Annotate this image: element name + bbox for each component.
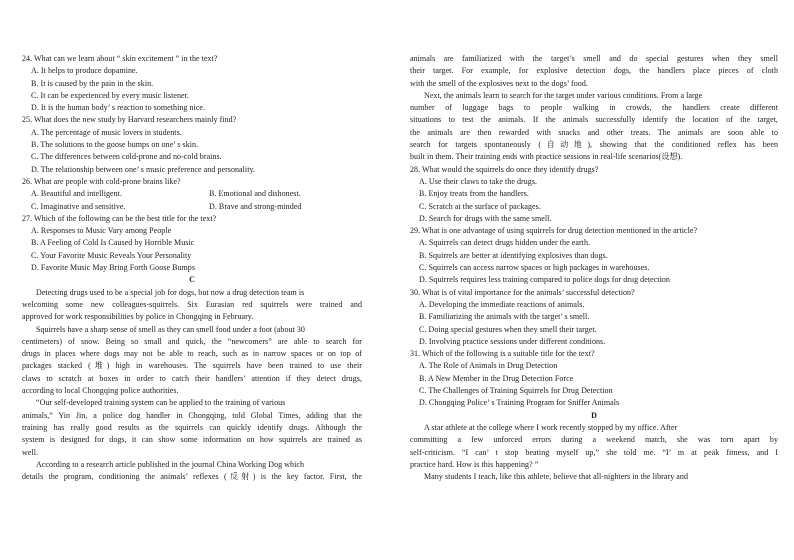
question-stem: 29. What is one advantage of using squirrels for drug detection mentioned in the article?	[410, 226, 698, 236]
paragraph-line: well.	[22, 447, 39, 457]
question-stem: 25. What does the new study by Harvard researchers mainly find?	[22, 115, 237, 125]
paragraph-line: Squirrels have a sharp sense of smell as they can smell food under a foot (about 30	[36, 324, 305, 334]
paragraph-line: according to local Chongqing police authorities.	[22, 386, 179, 396]
option-text: A. The percentage of music lovers in students.	[31, 127, 182, 137]
question-stem: 28. What would the squirrels do once they identify drugs?	[410, 164, 599, 174]
option-text: B. Enjoy treats from the handlers.	[419, 189, 529, 199]
paragraph-line: Many students I teach, like this athlete, believe that all-nighters in the library and	[424, 472, 688, 482]
paragraph-line: centimeters) of snow. Being so small and quick, the “newcomers” are able to search for	[22, 336, 362, 346]
paragraph-line: Next, the animals learn to search for the target under various conditions. From a large	[424, 90, 703, 100]
option-text: A. Squirrels can detect drugs hidden under the earth.	[419, 238, 591, 248]
option-text: C. Scratch at the surface of packages.	[419, 201, 541, 211]
paragraph-line: practice hard. How is this happening? ”	[410, 459, 539, 469]
option-row	[22, 188, 362, 200]
paragraph-line: “Our self-developed training system can be applied to the training of various	[36, 398, 286, 408]
option-text: D. Favorite Music May Bring Forth Goose Bumps	[31, 263, 196, 273]
paragraph-line: According to a research article published in the journal China Working Dog which	[36, 459, 305, 469]
paragraph-line: animals,” Yin Jin, a police dog handler in Chongqing, told Global Times, adding that the	[22, 410, 362, 420]
paragraph-line: drugs in places where dogs may not be able to reach, such as in narrow spaces or on top of	[22, 349, 362, 359]
question-stem: 31. Which of the following is a suitable title for the text?	[410, 349, 595, 359]
paragraph-line: animals are familiarized with the target’s smell and do special gestures when they smell	[410, 54, 778, 63]
right-column	[410, 53, 778, 483]
paragraph-line: packages stacked (堆) high in warehouses. The squirrels have been trained to use their	[22, 361, 362, 371]
paragraph-line: built in them. Their training ends with practice sessions in real-life scenarios(设想).	[410, 152, 683, 162]
question-stem: 24. What can we learn about “ skin excitement ” in the text?	[22, 54, 218, 63]
question-stem: 26. What are people with cold-prone brains like?	[22, 176, 181, 186]
option-text: B. It is caused by the pain in the skin.	[31, 78, 154, 88]
option-text: C. The Challenges of Training Squirrels for Drug Detection	[419, 386, 613, 396]
option-text: D. Chongqing Police’ s Training Program for Sniffer Animals	[419, 398, 620, 408]
option-text: C. Doing special gestures when they smell their target.	[419, 324, 597, 334]
paragraph-line: system is designed for dogs, it can show some information on how squirrels are trained as	[22, 435, 362, 445]
option-text: B. Familiarizing the animals with the target’ s smell.	[419, 312, 590, 322]
option-text: D. Brave and strong-minded	[209, 201, 302, 211]
paragraph-line: situations to test the animals. If the animals successfully identify the location of the target,	[410, 115, 778, 125]
option-text: A. The Role of Animals in Drug Detection	[419, 361, 558, 371]
option-text: C. Squirrels can access narrow spaces or high packages in warehouses.	[419, 263, 650, 273]
option-text: B. A Feeling of Cold Is Caused by Horrible Music	[31, 238, 195, 248]
option-text: D. Involving practice sessions under different conditions.	[419, 336, 606, 346]
paragraph-line: details the program, conditioning the animals’ reflexes (反射) is the key factor. First, the	[22, 472, 362, 482]
option-text: D. The relationship between one’ s music preference and personality.	[31, 164, 256, 174]
option-row	[22, 201, 362, 213]
section-heading: C	[189, 275, 195, 285]
option-text: D. Squirrels requires less training compared to police dogs for drug detection	[419, 275, 670, 285]
option-text: C. The differences between cold-prone and no-cold brains.	[31, 152, 222, 162]
option-text: B. Emotional and dishonest.	[209, 189, 301, 199]
paragraph-line: with the smell of the explosives next to the dogs’ food.	[410, 78, 588, 88]
paragraph-line: search for targets spontaneously (自动地), showing that the conditioned reflex has been	[410, 140, 778, 150]
option-text: A. It helps to produce dopamine.	[31, 66, 138, 76]
section-heading: D	[591, 410, 597, 420]
paragraph-line: their target. For example, for explosive detection dogs, the handlers place pieces of cloth	[410, 66, 778, 76]
paragraph-line: claws to scratch at boxes in order to catch their handlers’ attention if they detect drugs,	[22, 373, 362, 383]
option-text: D. Search for drugs with the same smell.	[419, 213, 552, 223]
option-text: D. It is the human body’ s reaction to something nice.	[31, 103, 206, 113]
option-text: C. It can be experienced by every music listener.	[31, 90, 189, 100]
paragraph-line: Detecting drugs used to be a special job for dogs, but now a drug detection team is	[36, 287, 305, 297]
paragraph-line: number of luggage bags to people walking in crowds, the handlers create different	[410, 103, 778, 113]
option-text: A. Beautiful and intelligent.	[31, 189, 122, 199]
paragraph-line: A star athlete at the college where I work recently stopped by my office. After	[424, 422, 678, 432]
option-text: C. Your Favorite Music Reveals Your Personality	[31, 250, 192, 260]
question-stem: 27. Which of the following can be the best title for the text?	[22, 213, 217, 223]
paragraph-line: self-criticism. “I can’ t stop beating myself up,” she told me. “I’ m at peak fitness, and I	[410, 447, 778, 457]
paragraph-line: welcoming some new colleagues-squirrels. Six Eurasian red squirrels were trained and	[22, 299, 362, 309]
question-stem: 30. What is of vital importance for the animals’ successful detection?	[410, 287, 635, 297]
option-text: A. Responses to Music Vary among People	[31, 226, 172, 236]
option-text: C. Imaginative and sensitive.	[31, 201, 126, 211]
option-text: B. A New Member in the Drug Detection Force	[419, 373, 574, 383]
paragraph-line: training has really good results as the squirrels can quickly identify drugs. Although the	[22, 422, 362, 432]
option-text: A. Use their claws to take the drugs.	[419, 176, 538, 186]
paragraph-line: the animals are then rewarded with snacks and other treats. The animals are soon able to	[410, 127, 778, 137]
option-text: B. Squirrels are better at identifying explosives than dogs.	[419, 250, 608, 260]
option-text: B. The solutions to the goose bumps on one’ s skin.	[31, 140, 199, 150]
option-text: A. Developing the immediate reactions of animals.	[419, 299, 585, 309]
left-column	[22, 53, 362, 483]
paragraph-line: committing a few unforced errors during a weekend match, she was torn apart by	[410, 435, 778, 445]
paragraph-line: approved for work responsibilities by police in Chongqing in February.	[22, 312, 254, 322]
